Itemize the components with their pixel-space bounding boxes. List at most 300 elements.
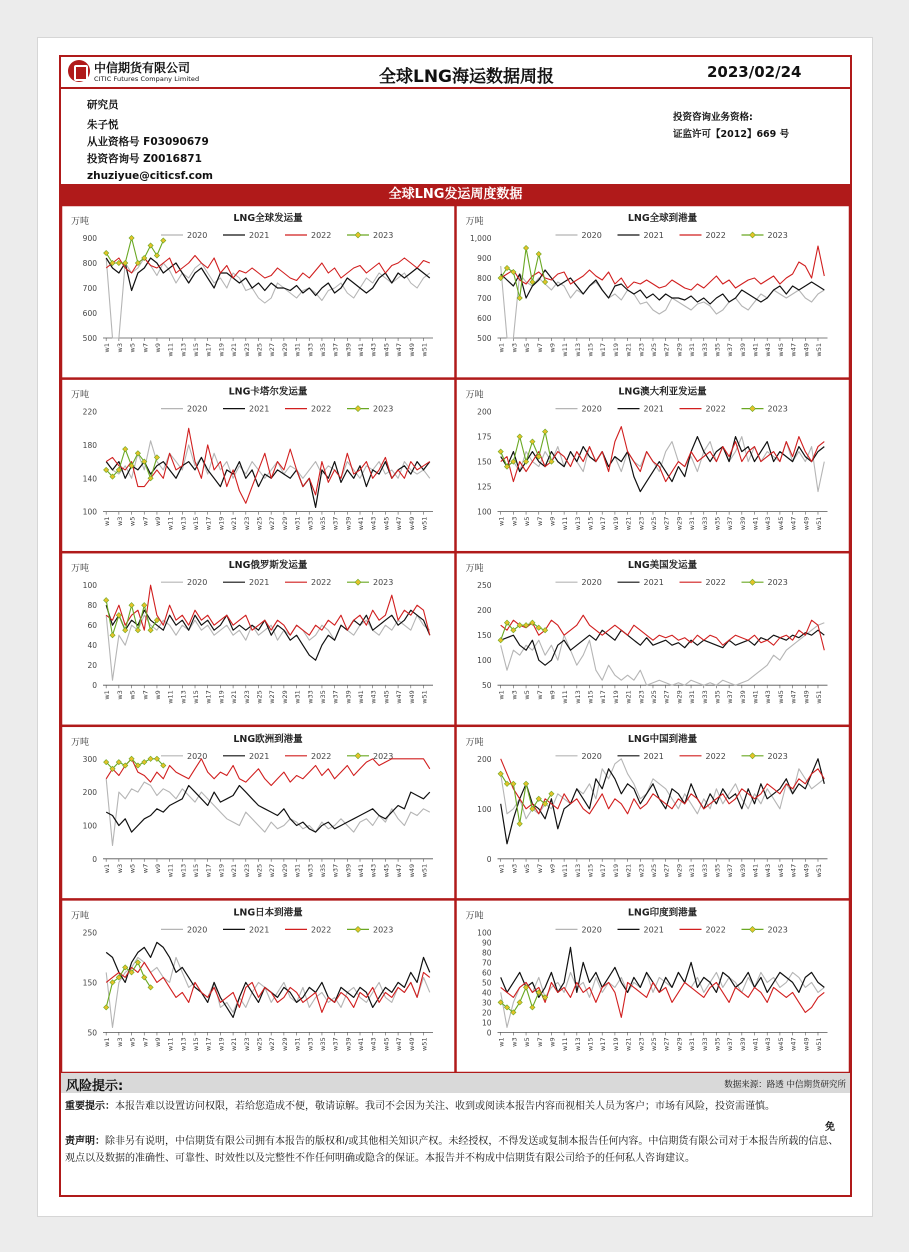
chart-title: LNG美国发运量	[627, 560, 698, 572]
point-2023	[148, 756, 153, 761]
chart-unit: 万吨	[71, 911, 90, 922]
y-tick-label: 200	[82, 788, 97, 798]
legend-label-2023: 2023	[767, 925, 788, 935]
x-tick-label: w51	[814, 690, 823, 704]
x-tick-label: w21	[624, 1037, 633, 1051]
series-line-2023	[106, 238, 163, 263]
x-tick-label: w41	[357, 1037, 366, 1051]
analyst-block	[87, 97, 213, 185]
y-tick-label: 100	[82, 581, 97, 591]
x-tick-label: w43	[369, 1037, 378, 1051]
x-tick-label: w37	[331, 1037, 340, 1051]
x-tick-label: w9	[153, 863, 162, 874]
x-tick-label: w3	[115, 343, 124, 353]
legend-label-2022: 2022	[705, 751, 726, 761]
x-tick-label: w35	[318, 863, 327, 878]
analyst-name: 朱子悦	[87, 119, 119, 131]
x-tick-label: w3	[510, 343, 519, 353]
x-tick-label: w37	[726, 863, 735, 878]
x-tick-label: w7	[535, 516, 544, 527]
x-tick-label: w27	[268, 863, 277, 878]
legend-label-2021: 2021	[643, 751, 664, 761]
point-2023	[530, 1005, 535, 1010]
x-tick-label: w31	[688, 343, 697, 357]
legend-label-2020: 2020	[581, 231, 602, 240]
x-tick-label: w5	[523, 1037, 532, 1047]
x-tick-label: w49	[802, 516, 811, 531]
x-tick-label: w11	[166, 343, 175, 357]
x-tick-label: w19	[217, 690, 226, 704]
x-tick-label: w7	[141, 863, 150, 874]
x-tick-label: w23	[242, 863, 251, 878]
x-tick-label: w37	[331, 343, 340, 357]
x-tick-label: w35	[318, 1037, 327, 1051]
x-tick-label: w17	[204, 516, 213, 531]
x-tick-label: w27	[662, 516, 671, 531]
y-tick-label: 140	[82, 474, 97, 484]
x-tick-label: w9	[153, 516, 162, 527]
x-tick-label: w21	[624, 863, 633, 878]
x-tick-label: w11	[166, 863, 175, 878]
x-tick-label: w19	[611, 516, 620, 531]
legend-label-2021: 2021	[643, 231, 664, 240]
x-tick-label: w45	[776, 690, 785, 704]
point-2023	[542, 429, 547, 434]
x-tick-label: w11	[561, 1037, 570, 1051]
x-tick-label: w5	[523, 863, 532, 874]
x-tick-label: w43	[764, 516, 773, 531]
y-tick-label: 175	[477, 432, 492, 442]
x-tick-label: w3	[510, 863, 519, 874]
y-tick-label: 300	[82, 754, 97, 764]
x-tick-label: w1	[103, 1037, 112, 1047]
y-tick-label: 0	[486, 1028, 492, 1038]
series-line-2022	[501, 982, 825, 1017]
x-tick-label: w41	[751, 1037, 760, 1051]
legend-label-2023: 2023	[767, 404, 788, 414]
x-tick-label: w41	[751, 863, 760, 878]
series-line-2020	[501, 623, 825, 686]
x-tick-label: w27	[662, 343, 671, 357]
chart-unit: 万吨	[71, 390, 90, 401]
chart-unit: 万吨	[465, 911, 484, 922]
x-tick-label: w35	[713, 690, 722, 704]
point-2023	[504, 781, 509, 786]
x-tick-label: w29	[675, 863, 684, 878]
y-tick-label: 10	[481, 1018, 492, 1028]
chart-8	[456, 726, 850, 899]
y-tick-label: 800	[477, 274, 492, 283]
series-line-2020	[501, 437, 825, 492]
x-tick-label: w33	[306, 863, 315, 878]
x-tick-label: w41	[751, 343, 760, 357]
disclaimer-text: 除非另有说明，中信期货有限公司拥有本报告的版权和/或其他相关知识产权。未经授权，不得发送或复制本报告任何内容。中信期货有限公司对于本报告所载的信息、观点以及数据的准确性、可靠性、时效性以及完整性不作任何明确或隐含的保证。本报告并不构成中信期货有限公司给予的任何私人咨询建议。	[65, 1135, 839, 1164]
y-tick-label: 200	[477, 407, 492, 417]
x-tick-label: w49	[802, 690, 811, 704]
legend-label-2021: 2021	[643, 404, 664, 414]
x-tick-label: w11	[561, 516, 570, 531]
x-tick-label: w5	[128, 343, 137, 353]
x-tick-label: w23	[637, 1037, 646, 1051]
y-tick-label: 180	[82, 440, 97, 450]
x-tick-label: w47	[789, 1037, 798, 1051]
analyst-email: zhuziyue@citicsf.com	[87, 170, 213, 182]
x-tick-label: w1	[103, 690, 112, 700]
x-tick-label: w1	[103, 516, 112, 527]
legend-label-2020: 2020	[187, 751, 208, 761]
x-tick-label: w29	[675, 343, 684, 357]
x-tick-label: w33	[700, 343, 709, 357]
x-tick-label: w43	[764, 1037, 773, 1051]
x-tick-label: w29	[280, 516, 289, 531]
legend-marker-2023	[750, 579, 756, 585]
x-tick-label: w7	[535, 690, 544, 700]
legend-label-2023: 2023	[373, 925, 394, 935]
series-line-2022	[501, 246, 825, 290]
x-tick-label: w37	[726, 516, 735, 531]
x-tick-label: w33	[306, 516, 315, 531]
x-tick-label: w29	[675, 516, 684, 531]
x-tick-label: w25	[255, 343, 264, 357]
y-tick-label: 200	[477, 606, 492, 616]
point-2023	[523, 245, 528, 250]
x-tick-label: w19	[217, 1037, 226, 1051]
section-band: 全球LNG发运周度数据	[61, 184, 850, 205]
x-tick-label: w51	[420, 690, 429, 704]
x-tick-label: w51	[420, 1037, 429, 1051]
x-tick-label: w1	[497, 516, 506, 527]
x-tick-label: w23	[242, 516, 251, 531]
x-tick-label: w13	[179, 690, 188, 704]
x-tick-label: w25	[649, 1037, 658, 1051]
x-tick-label: w47	[789, 343, 798, 357]
disclaimer	[65, 1098, 845, 1168]
legend-marker-2023	[355, 232, 361, 238]
x-tick-label: w37	[331, 863, 340, 878]
x-tick-label: w31	[293, 516, 302, 531]
x-tick-label: w43	[369, 343, 378, 357]
y-tick-label: 0	[92, 854, 97, 864]
x-tick-label: w31	[293, 1037, 302, 1051]
x-tick-label: w17	[204, 1037, 213, 1051]
x-tick-label: w39	[738, 516, 747, 531]
y-tick-label: 500	[82, 334, 97, 343]
x-tick-label: w45	[776, 863, 785, 878]
chart-title: LNG澳大利亚发运量	[618, 386, 707, 398]
point-2023	[504, 265, 509, 270]
series-line-2022	[106, 759, 430, 786]
point-2023	[110, 633, 115, 638]
x-tick-label: w11	[561, 690, 570, 704]
x-tick-label: w21	[624, 343, 633, 357]
x-tick-label: w21	[624, 690, 633, 704]
x-tick-label: w45	[382, 516, 391, 531]
legend-label-2021: 2021	[643, 925, 664, 935]
x-tick-label: w9	[548, 516, 557, 527]
x-tick-label: w45	[776, 516, 785, 531]
x-tick-label: w31	[688, 516, 697, 531]
x-tick-label: w13	[573, 1037, 582, 1051]
legend-label-2020: 2020	[581, 404, 602, 414]
legend-label-2022: 2022	[311, 751, 332, 761]
x-tick-label: w47	[395, 690, 404, 704]
y-tick-label: 900	[82, 234, 97, 243]
x-tick-label: w35	[713, 863, 722, 878]
x-tick-label: w41	[751, 690, 760, 704]
x-tick-label: w25	[649, 690, 658, 704]
series-line-2020	[106, 779, 430, 846]
analyst-qualification: 从业资格号 F03090679	[87, 136, 209, 148]
x-tick-label: w41	[357, 690, 366, 704]
y-tick-label: 0	[92, 681, 97, 691]
chart-title: LNG卡塔尔发运量	[228, 386, 308, 398]
x-tick-label: w47	[789, 863, 798, 878]
x-tick-label: w37	[726, 690, 735, 704]
point-2023	[104, 1005, 109, 1010]
x-tick-label: w27	[268, 516, 277, 531]
x-tick-label: w27	[268, 690, 277, 704]
x-tick-label: w27	[662, 690, 671, 704]
x-tick-label: w45	[382, 343, 391, 357]
x-tick-label: w25	[649, 863, 658, 878]
x-tick-label: w1	[103, 863, 112, 874]
x-tick-label: w45	[382, 863, 391, 878]
legend-label-2021: 2021	[249, 751, 270, 761]
x-tick-label: w1	[497, 1037, 506, 1047]
legend-label-2023: 2023	[767, 231, 788, 240]
legend-label-2022: 2022	[705, 404, 726, 414]
x-tick-label: w19	[217, 863, 226, 878]
legend-label-2021: 2021	[249, 404, 270, 414]
y-tick-label: 30	[481, 998, 492, 1008]
y-tick-label: 900	[477, 254, 492, 263]
x-tick-label: w19	[611, 343, 620, 357]
x-tick-label: w15	[586, 516, 595, 531]
x-tick-label: w25	[649, 516, 658, 531]
x-tick-label: w5	[128, 1037, 137, 1047]
x-tick-label: w45	[382, 690, 391, 704]
x-tick-label: w27	[268, 1037, 277, 1051]
x-tick-label: w35	[318, 690, 327, 704]
x-tick-label: w3	[510, 516, 519, 527]
point-2023	[142, 760, 147, 765]
x-tick-label: w47	[395, 1037, 404, 1051]
y-tick-label: 20	[87, 661, 97, 671]
x-tick-label: w43	[764, 690, 773, 704]
analyst-consult-no: 投资咨询号 Z0016871	[87, 153, 202, 165]
y-tick-label: 80	[87, 601, 97, 611]
x-tick-label: w49	[802, 1037, 811, 1051]
y-tick-label: 600	[477, 314, 492, 323]
chart-unit: 万吨	[465, 390, 484, 401]
point-2023	[129, 235, 134, 240]
x-tick-label: w21	[230, 1037, 239, 1051]
legend-marker-2023	[355, 753, 361, 759]
x-tick-label: w5	[523, 516, 532, 527]
x-tick-label: w1	[103, 343, 112, 353]
x-tick-label: w51	[420, 516, 429, 531]
data-source: 数据来源：路透 中信期货研究所	[724, 1080, 846, 1090]
x-tick-label: w41	[357, 343, 366, 357]
legend-marker-2023	[750, 232, 756, 238]
x-tick-label: w19	[611, 1037, 620, 1051]
legend-label-2020: 2020	[187, 925, 208, 935]
x-tick-label: w43	[764, 863, 773, 878]
y-tick-label: 700	[82, 284, 97, 293]
x-tick-label: w33	[700, 1037, 709, 1051]
x-tick-label: w7	[141, 1037, 150, 1047]
x-tick-label: w13	[573, 343, 582, 357]
x-tick-label: w47	[395, 863, 404, 878]
legend-marker-2023	[355, 579, 361, 585]
x-tick-label: w31	[688, 690, 697, 704]
x-tick-label: w9	[548, 690, 557, 700]
x-tick-label: w49	[407, 690, 416, 704]
x-tick-label: w3	[115, 1037, 124, 1047]
x-tick-label: w21	[230, 343, 239, 357]
x-tick-label: w49	[407, 1037, 416, 1051]
chart-unit: 万吨	[71, 564, 90, 575]
x-tick-label: w35	[318, 343, 327, 357]
legend-label-2020: 2020	[187, 404, 208, 414]
x-tick-label: w27	[662, 863, 671, 878]
x-tick-label: w47	[395, 516, 404, 531]
y-tick-label: 150	[477, 457, 492, 467]
legend-label-2021: 2021	[249, 578, 270, 588]
legend-label-2020: 2020	[581, 751, 602, 761]
x-tick-label: w21	[230, 516, 239, 531]
x-tick-label: w9	[548, 863, 557, 874]
x-tick-label: w5	[128, 863, 137, 874]
legend-label-2022: 2022	[705, 578, 726, 588]
chart-unit: 万吨	[71, 217, 90, 227]
y-tick-label: 150	[477, 631, 492, 641]
y-tick-label: 40	[481, 988, 492, 998]
x-tick-label: w39	[738, 690, 747, 704]
x-tick-label: w17	[599, 1037, 608, 1051]
chart-title: LNG全球到港量	[627, 213, 698, 224]
x-tick-label: w43	[764, 343, 773, 357]
x-tick-label: w13	[573, 690, 582, 704]
x-tick-label: w37	[331, 516, 340, 531]
legend-marker-2023	[750, 753, 756, 759]
point-2023	[498, 638, 503, 643]
x-tick-label: w17	[599, 690, 608, 704]
analyst-role: 研究员	[87, 99, 119, 111]
x-tick-label: w25	[255, 1037, 264, 1051]
x-tick-label: w9	[153, 1037, 162, 1047]
legend-label-2023: 2023	[767, 578, 788, 588]
legend-label-2022: 2022	[705, 231, 726, 240]
x-tick-label: w11	[166, 690, 175, 704]
point-2023	[542, 279, 547, 284]
point-2023	[530, 439, 535, 444]
x-tick-label: w19	[611, 863, 620, 878]
x-tick-label: w3	[510, 690, 519, 700]
legend-label-2022: 2022	[311, 231, 332, 240]
x-tick-label: w47	[395, 343, 404, 357]
x-tick-label: w13	[179, 343, 188, 357]
x-tick-label: w27	[268, 343, 277, 357]
x-tick-label: w15	[586, 343, 595, 357]
x-tick-label: w47	[789, 690, 798, 704]
x-tick-label: w33	[700, 516, 709, 531]
chart-7	[62, 726, 456, 899]
chart-grid	[61, 205, 850, 1073]
x-tick-label: w49	[407, 863, 416, 878]
y-tick-label: 20	[481, 1008, 492, 1018]
x-tick-label: w31	[293, 690, 302, 704]
important-label: 重要提示：	[65, 1101, 115, 1112]
x-tick-label: w29	[280, 1037, 289, 1051]
x-tick-label: w13	[573, 516, 582, 531]
x-tick-label: w15	[192, 1037, 201, 1051]
point-2023	[129, 603, 134, 608]
x-tick-label: w7	[535, 343, 544, 353]
legend-label-2023: 2023	[373, 404, 394, 414]
legend-label-2022: 2022	[705, 925, 726, 935]
y-tick-label: 220	[82, 407, 97, 417]
y-tick-label: 50	[481, 681, 492, 691]
y-tick-label: 100	[477, 656, 492, 666]
series-line-2020	[501, 972, 825, 1027]
x-tick-label: w35	[713, 516, 722, 531]
series-line-2020	[106, 258, 430, 338]
x-tick-label: w33	[306, 690, 315, 704]
x-tick-label: w43	[369, 863, 378, 878]
y-tick-label: 125	[477, 482, 492, 492]
risk-bar	[61, 1073, 850, 1093]
x-tick-label: w51	[814, 863, 823, 878]
x-tick-label: w39	[344, 863, 353, 878]
y-tick-label: 100	[82, 507, 97, 517]
y-tick-label: 100	[477, 804, 492, 814]
x-tick-label: w15	[192, 863, 201, 878]
x-tick-label: w23	[637, 516, 646, 531]
x-tick-label: w1	[497, 863, 506, 874]
y-tick-label: 70	[481, 958, 492, 968]
x-tick-label: w11	[166, 1037, 175, 1051]
y-tick-label: 50	[481, 978, 492, 988]
important-text: 本报告难以设置访问权限，若给您造成不便，敬请谅解。我司不会因为关注、收到或阅读本报告内容而视相关人员为客户；市场有风险，投资需谨慎。	[115, 1101, 775, 1112]
x-tick-label: w19	[611, 690, 620, 704]
x-tick-label: w51	[814, 516, 823, 531]
y-tick-label: 60	[481, 968, 492, 978]
x-tick-label: w23	[242, 1037, 251, 1051]
series-line-2022	[501, 615, 825, 650]
x-tick-label: w17	[599, 516, 608, 531]
x-tick-label: w7	[141, 343, 150, 353]
x-tick-label: w45	[776, 1037, 785, 1051]
x-tick-label: w45	[382, 1037, 391, 1051]
x-tick-label: w37	[726, 1037, 735, 1051]
x-tick-label: w45	[776, 343, 785, 357]
legend-label-2022: 2022	[311, 925, 332, 935]
x-tick-label: w1	[497, 343, 506, 353]
x-tick-label: w9	[153, 343, 162, 353]
x-tick-label: w27	[662, 1037, 671, 1051]
x-tick-label: w5	[523, 343, 532, 353]
x-tick-label: w3	[115, 863, 124, 874]
legend-label-2021: 2021	[249, 231, 270, 240]
legend-label-2020: 2020	[581, 578, 602, 588]
y-tick-label: 1,000	[470, 234, 492, 243]
x-tick-label: w17	[599, 863, 608, 878]
y-tick-label: 600	[82, 309, 97, 318]
point-2023	[148, 243, 153, 248]
x-tick-label: w49	[802, 863, 811, 878]
x-tick-label: w13	[179, 516, 188, 531]
